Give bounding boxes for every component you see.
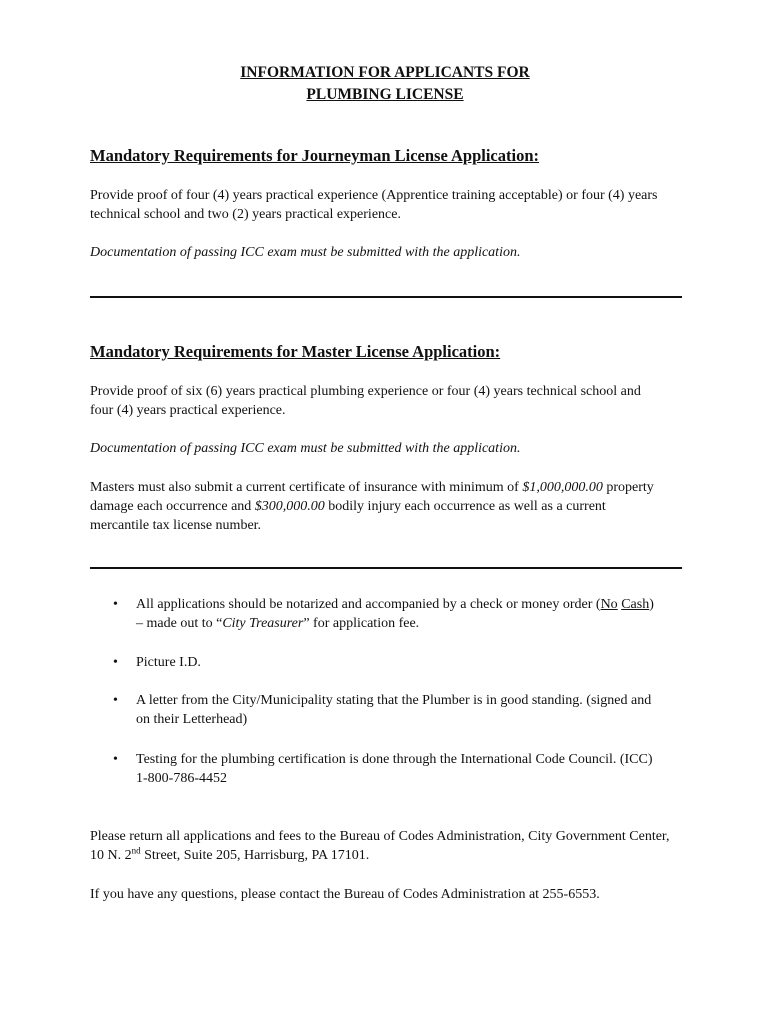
master-insurance-line-1	[90, 478, 730, 497]
section-divider-2	[90, 567, 682, 569]
bullet-letter-line-1: A letter from the City/Municipality stating that the Plumber is in good standing. (signed and	[136, 693, 652, 708]
address-text: 10 N. 2	[90, 848, 132, 863]
master-heading: Mandatory Requirements for Master License Application:	[90, 342, 501, 361]
journeyman-requirement-line-1: Provide proof of four (4) years practical experience (Apprentice training acceptable) or four (4) years	[90, 188, 658, 203]
master-insurance-line-2	[90, 497, 730, 516]
document-title-line-2: PLUMBING LICENSE	[306, 86, 464, 103]
bullet-text: ” for application fee.	[303, 616, 420, 631]
bullet-notarized-line-1	[136, 595, 726, 614]
journeyman-requirement-line-2: technical school and two (2) years practical experience.	[90, 207, 401, 222]
ordinal-suffix: nd	[131, 845, 141, 856]
bullet-marker: •	[113, 655, 118, 670]
master-icc-note: Documentation of passing ICC exam must be submitted with the application.	[90, 441, 521, 456]
return-line-2	[90, 846, 730, 865]
bullet-notarized-line-2	[136, 614, 726, 633]
journeyman-icc-note: Documentation of passing ICC exam must be submitted with the application.	[90, 245, 521, 260]
contact-line: If you have any questions, please contact the Bureau of Codes Administration at 255-6553.	[90, 887, 600, 902]
master-requirement-line-1: Provide proof of six (6) years practical plumbing experience or four (4) years technical school and	[90, 384, 641, 399]
insurance-text: Masters must also submit a current certificate of insurance with minimum of	[90, 480, 523, 495]
property-damage-amount: $1,000,000.00	[522, 480, 603, 495]
bullet-marker: •	[113, 752, 118, 767]
bullet-testing-phone: 1-800-786-4452	[136, 771, 227, 786]
bullet-text: )	[649, 597, 654, 612]
bullet-marker: •	[113, 597, 118, 612]
bullet-text: – made out to “	[136, 616, 223, 631]
bullet-marker: •	[113, 693, 118, 708]
master-requirement-line-2: four (4) years practical experience.	[90, 403, 286, 418]
cash-emphasis: Cash	[621, 597, 650, 612]
bullet-testing-line-1: Testing for the plumbing certification is done through the International Code Council. (ICC)	[136, 752, 653, 767]
bodily-injury-amount: $300,000.00	[254, 499, 325, 514]
master-insurance-line-3: mercantile tax license number.	[90, 518, 262, 533]
return-line-1: Please return all applications and fees to the Bureau of Codes Administration, City Government Center,	[90, 829, 670, 844]
bullet-picture-id: Picture I.D.	[136, 655, 201, 670]
insurance-text: bodily injury each occurrence as well as a current	[324, 499, 606, 514]
bullet-letter-line-2: on their Letterhead)	[136, 712, 248, 727]
no-emphasis: No	[600, 597, 618, 612]
insurance-text: property	[602, 480, 654, 495]
city-treasurer: City Treasurer	[222, 616, 304, 631]
journeyman-heading: Mandatory Requirements for Journeyman License Application:	[90, 146, 540, 165]
address-text: Street, Suite 205, Harrisburg, PA 17101.	[140, 848, 370, 863]
bullet-text: All applications should be notarized and accompanied by a check or money order (	[136, 597, 601, 612]
section-divider-1	[90, 296, 682, 298]
document-title-line-1: INFORMATION FOR APPLICANTS FOR	[240, 64, 530, 81]
insurance-text: damage each occurrence and	[90, 499, 255, 514]
